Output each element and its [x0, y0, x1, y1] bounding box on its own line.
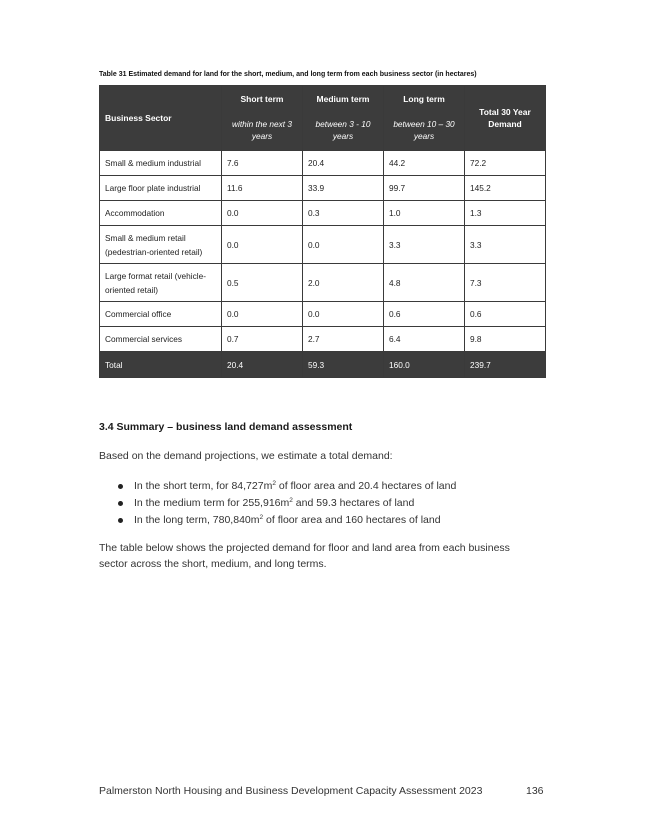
- total-medium: 59.3: [303, 352, 384, 378]
- row-short: 0.0: [222, 302, 303, 327]
- bullet-text-end: of floor area and 20.4 hectares of land: [275, 480, 457, 492]
- page-number: 136: [526, 785, 544, 797]
- row-total: 145.2: [465, 176, 546, 201]
- bullet-text-end: of floor area and 160 hectares of land: [263, 514, 441, 526]
- row-total: 0.6: [465, 302, 546, 327]
- row-total: 72.2: [465, 151, 546, 176]
- land-demand-table: [99, 85, 546, 378]
- total-sector: Total: [100, 352, 222, 378]
- row-sector: Small & medium industrial: [100, 151, 222, 176]
- row-short: 0.7: [222, 327, 303, 352]
- bullet-text: In the long term, 780,840m: [134, 514, 260, 526]
- footer-document-title: Palmerston North Housing and Business Development Capacity Assessment 2023: [99, 785, 483, 797]
- bullet-text: In the short term, for 84,727m: [134, 480, 273, 492]
- table-row: [100, 302, 546, 327]
- row-total: 7.3: [465, 264, 546, 302]
- table-row: [100, 327, 546, 352]
- table-header-row: [100, 86, 546, 151]
- total-short: 20.4: [222, 352, 303, 378]
- row-medium: 0.3: [303, 201, 384, 226]
- superscript: 2: [289, 497, 293, 504]
- table-total-row: [100, 352, 546, 378]
- row-sector: Large floor plate industrial: [100, 176, 222, 201]
- row-medium: 20.4: [303, 151, 384, 176]
- table-row: [100, 201, 546, 226]
- row-long: 0.6: [384, 302, 465, 327]
- row-sector: Commercial services: [100, 327, 222, 352]
- header-medium-sub: between 3 - 10 years: [315, 119, 371, 141]
- table-row: [100, 226, 546, 264]
- table-row: [100, 151, 546, 176]
- table-row: [100, 176, 546, 201]
- row-sector: Commercial office: [100, 302, 222, 327]
- closing-paragraph: The table below shows the projected demand for floor and land area from each business sector across the short, medium, and long terms.: [99, 542, 510, 570]
- row-short: 0.5: [222, 264, 303, 302]
- header-medium-term: [303, 86, 384, 151]
- total-long: 160.0: [384, 352, 465, 378]
- bullet-text: In the medium term for 255,916m: [134, 497, 290, 509]
- row-medium: 2.7: [303, 327, 384, 352]
- row-long: 1.0: [384, 201, 465, 226]
- row-short: 0.0: [222, 201, 303, 226]
- row-sector: Accommodation: [100, 201, 222, 226]
- row-medium: 33.9: [303, 176, 384, 201]
- section-heading: 3.4 Summary – business land demand assessment: [99, 421, 353, 433]
- row-short: 7.6: [222, 151, 303, 176]
- row-total: 1.3: [465, 201, 546, 226]
- total-total: 239.7: [465, 352, 546, 378]
- bullet-text-end: and 59.3 hectares of land: [292, 497, 415, 509]
- intro-paragraph: Based on the demand projections, we estimate a total demand:: [99, 450, 393, 462]
- header-short-title: Short term: [240, 94, 284, 104]
- header-business-sector: Business Sector: [100, 86, 222, 151]
- header-short-term: [222, 86, 303, 151]
- demand-bullet-list: [99, 478, 456, 529]
- header-medium-title: Medium term: [316, 94, 370, 104]
- row-short: 0.0: [222, 226, 303, 264]
- row-long: 99.7: [384, 176, 465, 201]
- superscript: 2: [259, 514, 264, 521]
- row-total: 9.8: [465, 327, 546, 352]
- row-sector: Small & medium retail (pedestrian-oriented retail): [100, 226, 222, 264]
- row-sector: Large format retail (vehicle-oriented retail): [100, 264, 222, 302]
- row-long: 6.4: [384, 327, 465, 352]
- row-long: 3.3: [384, 226, 465, 264]
- table-caption: Table 31 Estimated demand for land for the short, medium, and long term from each business sector (in hectares): [99, 71, 477, 78]
- list-item: [99, 478, 456, 495]
- header-long-term: [384, 86, 465, 151]
- row-long: 44.2: [384, 151, 465, 176]
- header-long-sub: between 10 – 30 years: [393, 119, 455, 141]
- row-long: 4.8: [384, 264, 465, 302]
- header-long-title: Long term: [403, 94, 445, 104]
- row-total: 3.3: [465, 226, 546, 264]
- row-medium: 2.0: [303, 264, 384, 302]
- list-item: [99, 512, 456, 529]
- header-short-sub: within the next 3 years: [232, 119, 292, 141]
- list-item: [99, 495, 456, 512]
- row-short: 11.6: [222, 176, 303, 201]
- table-row: [100, 264, 546, 302]
- superscript: 2: [272, 480, 276, 487]
- row-medium: 0.0: [303, 302, 384, 327]
- row-medium: 0.0: [303, 226, 384, 264]
- header-total-demand: Total 30 Year Demand: [465, 86, 546, 151]
